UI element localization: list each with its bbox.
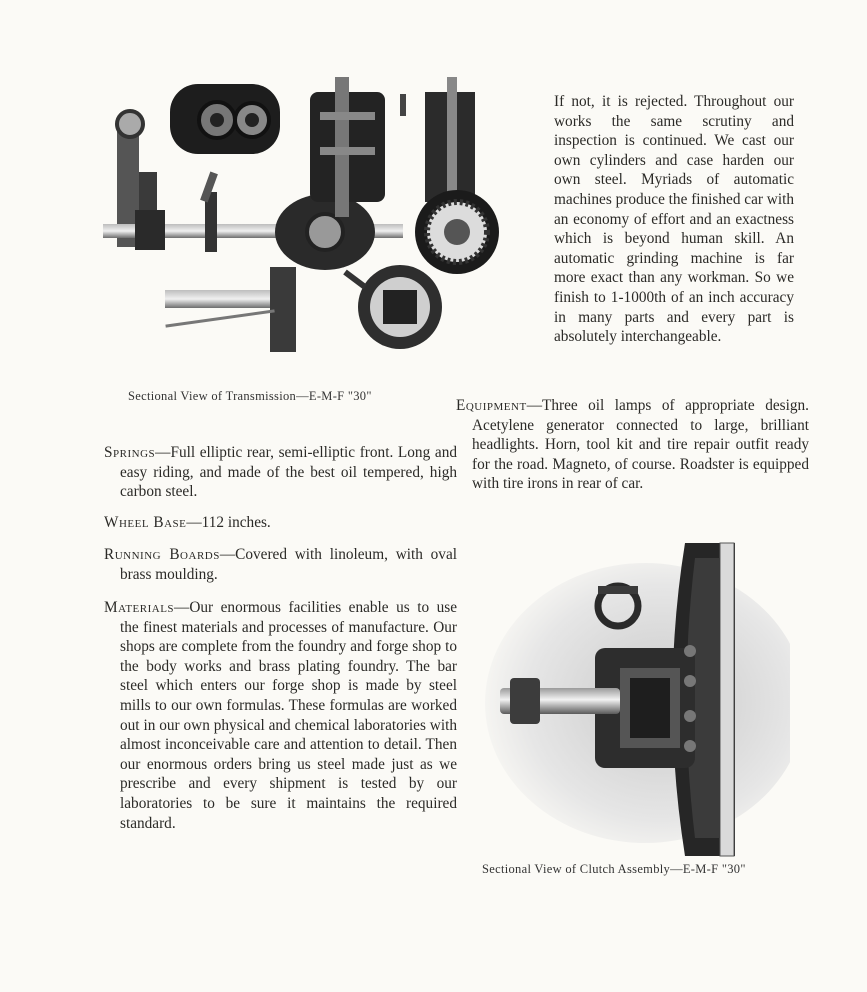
running-boards-heading: Running Boards	[104, 546, 220, 563]
springs-text: —Full elliptic rear, semi-elliptic front. Long and easy riding, and made of the best oil tempered, high carbon steel.	[120, 444, 457, 501]
springs-paragraph	[104, 443, 457, 502]
clutch-illustration	[480, 538, 790, 858]
wheel-base-heading: Wheel Base	[104, 514, 187, 531]
equipment-heading: Equipment	[456, 397, 527, 414]
materials-text: —Our enormous facilities enable us to use the finest materials and processes of manufacture. Our shops are complete from the foundry and forge shop to the body works and brass plating foundry. The bar steel which enters our forge shop is made by steel mills to our own formulas. These formulas are worked out in our own physical and chemical laboratories with almost inconceivable care and attention to detail. Then our enormous orders bring us steel made just as we prescribe and every shipment is tested by our laboratories to be sure it maintains the required standard.	[120, 599, 457, 832]
wheel-base-text: —112 inches.	[186, 514, 271, 531]
running-boards-paragraph	[104, 545, 457, 584]
right-continuation-paragraph: If not, it is rejected. Throughout our works the same scrutiny and inspection is continued. We cast our own cylinders and case harden our own steel. Myriads of automatic machines produce the finished car with an economy of effort and an exactness which is beyond human skill. An automatic grinding machine is far more exact than any workman. So we finish to 1-1000th of an inch accuracy in many parts and every part is absolutely interchangeable.	[554, 93, 794, 346]
transmission-illustration	[95, 72, 520, 362]
wheel-base-paragraph	[104, 513, 457, 533]
transmission-caption: Sectional View of Transmission—E-M-F "30"	[128, 389, 372, 403]
materials-heading: Materials	[104, 599, 175, 616]
equipment-paragraph	[456, 396, 809, 494]
clutch-caption: Sectional View of Clutch Assembly—E-M-F "30"	[482, 862, 746, 876]
materials-paragraph	[104, 598, 457, 833]
running-boards-text: —Covered with linoleum, with oval brass moulding.	[120, 546, 457, 583]
equipment-text: —Three oil lamps of appropriate design. Acetylene generator connected to large, brilliant headlights. Horn, tool kit and tire repair outfit ready for the road. Magneto, of course. Roadster is equipped with tire irons in rear of car.	[472, 397, 809, 493]
springs-heading: Springs	[104, 444, 156, 461]
